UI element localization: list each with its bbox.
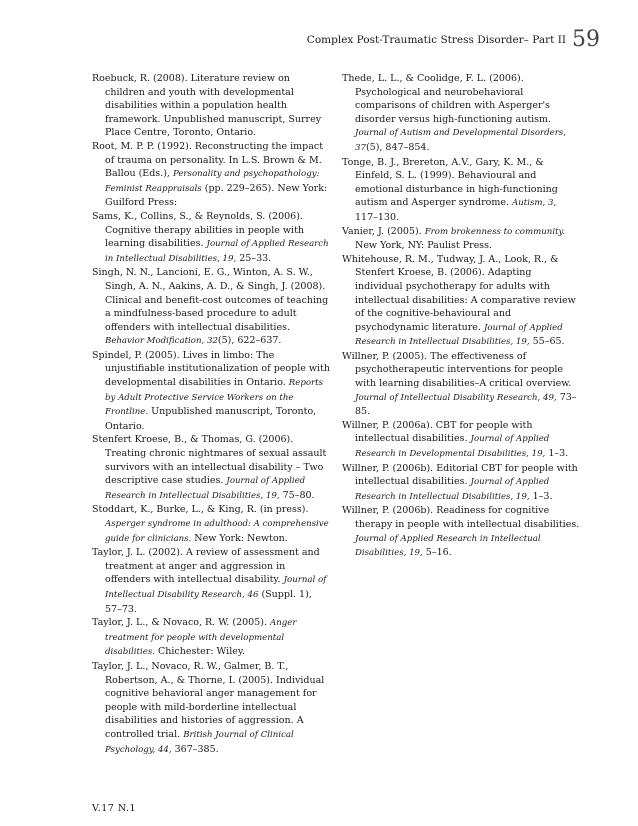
- reference-entry: [342, 504, 580, 560]
- reference-source-title: Journal of Applied Research in Developmental Disabilities, 19,: [355, 434, 550, 460]
- reference-entry: [92, 210, 330, 266]
- reference-entry: [92, 140, 330, 210]
- reference-text: Roebuck, R. (2008). Literature review on children and youth with developmental disabilities within a population health framework. Unpublished manuscript, Surrey Place Centre, Toronto, Ontario.: [92, 73, 322, 139]
- reference-text: Whitehouse, R. M., Tudway, J. A., Look, R., & Stenfert Kroese, B. (2006). Adapting individual psychotherapy for adults with intellectual disabilities: A comparative review of the cognitive-behavioural and psychodynamic literature.: [342, 253, 576, 333]
- reference-text: Root, M. P. P. (1992). Reconstructing the impact of trauma on personality. In L.S. Brown & M. Ballou (Eds.),: [92, 140, 324, 180]
- reference-source-title: Personality and psychopathology: Feminist Reappraisals: [105, 169, 320, 194]
- reference-text: Sams, K., Collins, S., & Reynolds, S. (2006). Cognitive therapy abilities in people with learning disabilities.: [92, 210, 305, 250]
- reference-text: 1–3.: [545, 448, 569, 460]
- reference-entry: [92, 349, 330, 434]
- reference-entry: [342, 253, 580, 350]
- reference-entry: [342, 419, 580, 462]
- reference-source-title: Journal of Applied Research in Intellectual Disabilities, 19,: [355, 533, 541, 559]
- reference-source-title: Journal of Applied Research in Intellectual Disabilities, 19,: [355, 477, 550, 502]
- reference-source-title: Journal of Applied Research in Intellectual Disabilities, 19,: [105, 476, 306, 501]
- reference-source-title: Autism, 3,: [512, 198, 557, 209]
- reference-source-title: Journal of Intellectual Disability Research, 46: [105, 575, 327, 600]
- reference-source-title: Anger treatment for people with developmental disabilities.: [105, 618, 297, 658]
- reference-source-title: From brokenness to community.: [424, 226, 565, 237]
- reference-source-title: Journal of Autism and Developmental Disorders, 37: [355, 128, 566, 153]
- reference-column-right: [342, 72, 580, 561]
- reference-text: Taylor, J. L., Novaco, R. W., Galmer, B. T., Robertson, A., & Thorne, I. (2005). Individual cognitive behavioral anger management for people with mild-borderline intellectual disabilities and histories of aggression. A controlled trial.: [92, 660, 325, 740]
- reference-entry: [92, 433, 330, 503]
- reference-text: Stenfert Kroese, B., & Thomas, G. (2006). Treating chronic nightmares of sexual assault survivors with an intellectual disability – Two descriptive case studies.: [92, 434, 327, 487]
- reference-text: Thede, L. L., & Coolidge, F. L. (2006). Psychological and neurobehavioral comparisons of children with Asperger's disorder versus high-functioning autism.: [342, 73, 552, 125]
- volume-footer: V.17 N.1: [92, 803, 137, 814]
- page-number: 59: [572, 27, 600, 52]
- reference-text: Stoddart, K., Burke, L., & King, R. (in press).: [92, 504, 309, 516]
- reference-text: (pp. 229–265). New York: Guilford Press:: [105, 182, 328, 209]
- reference-text: Singh, N. N., Lancioni, E. G., Winton, A. S. W., Singh, A. N., Aakins, A. D., & Singh, J. (2008). Clinical and benefit-cost outcomes of teaching a mindfulness-based procedure to adult offenders with intellectual disabilities.: [92, 267, 329, 333]
- reference-source-title: Journal of Applied Research in Intellectual Disabilities, 19,: [355, 322, 563, 348]
- reference-entry: [92, 503, 330, 546]
- reference-text: Willner, P. (2005). The effectiveness of psychotherapeutic interventions for people with learning disabilities–A critical overview.: [342, 350, 572, 390]
- reference-text: Willner, P. (2006a). CBT for people with intellectual disabilities.: [342, 419, 533, 445]
- reference-source-title: Journal of Intellectual Disability Research, 49,: [355, 392, 557, 403]
- reference-entry: [342, 350, 580, 419]
- reference-text: 1–3.: [529, 490, 553, 502]
- running-header: Complex Post-Traumatic Stress Disorder– Part II: [306, 34, 566, 46]
- reference-entry: [342, 72, 580, 156]
- reference-text: (5), 622–637.: [217, 335, 282, 347]
- reference-text: (Suppl. 1), 57–73.: [105, 588, 312, 615]
- reference-text: Tonge, B. J., Brereton, A.V., Gary, K. M., & Einfeld, S. L. (1999). Behavioural and emotional disturbance in high-functioning autism and Asperger syndrome.: [342, 156, 558, 209]
- reference-source-title: Asperger syndrome in adulthood: A comprehensive guide for clinicians.: [105, 519, 329, 544]
- reference-source-title: Behavior Modification, 32: [105, 336, 218, 347]
- reference-entry: [342, 156, 580, 225]
- reference-column-left: [92, 72, 330, 757]
- reference-text: Unpublished manuscript, Toronto, Ontario.: [105, 406, 317, 432]
- reference-text: Vanier, J. (2005).: [342, 225, 425, 237]
- reference-entry: [92, 660, 330, 757]
- reference-text: 367–385.: [171, 743, 219, 755]
- reference-text: 75–80.: [279, 489, 315, 501]
- reference-text: 117–130.: [355, 211, 400, 223]
- reference-entry: [342, 225, 580, 253]
- reference-text: Taylor, J. L., & Novaco, R. W. (2005).: [92, 617, 270, 629]
- reference-text: 25–33.: [236, 252, 272, 264]
- reference-text: (5), 847–854.: [365, 141, 430, 153]
- reference-text: Taylor, J. L. (2002). A review of assessment and treatment at anger and aggression in offenders with intellectual disability.: [92, 547, 320, 586]
- reference-source-title: Reports by Adult Protective Service Workers on the Frontline.: [105, 378, 323, 418]
- reference-text: 5–16.: [422, 547, 452, 559]
- reference-entry: [342, 462, 580, 505]
- reference-text: Spindel, P. (2005). Lives in limbo: The unjustifiable institutionalization of people with developmental disabilities in Ontario.: [92, 349, 330, 389]
- reference-entry: [92, 616, 330, 660]
- reference-text: New York, NY: Paulist Press.: [355, 240, 493, 252]
- reference-source-title: British Journal of Clinical Psychology, 44,: [105, 729, 294, 755]
- reference-text: 55–65.: [529, 336, 565, 348]
- reference-text: 73–85.: [355, 391, 577, 418]
- reference-entry: [92, 546, 330, 616]
- reference-text: Willner, P. (2006b). Editorial CBT for people with intellectual disabilities.: [342, 462, 578, 488]
- reference-text: New York: Newton.: [191, 532, 288, 544]
- reference-source-title: Journal of Applied Research in Intellectual Disabilities, 19,: [105, 239, 329, 264]
- reference-text: Chichester: Wiley.: [154, 646, 245, 658]
- reference-entry: [92, 72, 330, 140]
- reference-text: Willner, P. (2006b). Readiness for cognitive therapy in people with intellectual disabilities.: [342, 505, 580, 530]
- reference-entry: [92, 266, 330, 349]
